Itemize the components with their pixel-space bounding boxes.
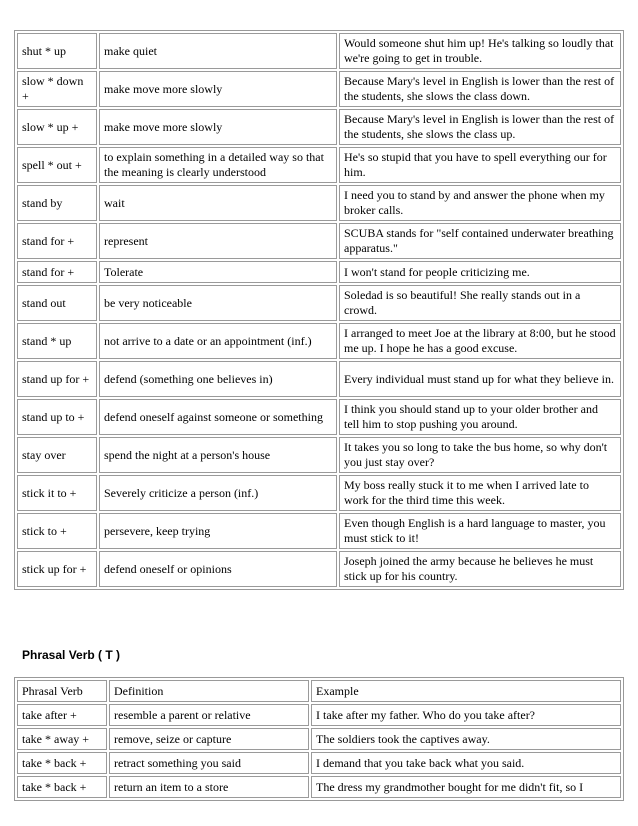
definition-cell: remove, seize or capture: [109, 728, 309, 750]
table-row: [17, 185, 621, 221]
phrasal-verbs-t-table: [14, 677, 624, 801]
phrasal-verb-cell: take * back +: [17, 752, 107, 774]
definition-cell: resemble a parent or relative: [109, 704, 309, 726]
phrasal-verb-cell: stand for +: [17, 223, 97, 259]
phrasal-verb-cell: spell * out +: [17, 147, 97, 183]
phrasal-verb-cell: take * away +: [17, 728, 107, 750]
definition-cell: defend (something one believes in): [99, 361, 337, 397]
example-cell: Joseph joined the army because he believes he must stick up for his country.: [339, 551, 621, 587]
definition-cell: Definition: [109, 680, 309, 702]
table-row: [17, 361, 621, 397]
example-cell: My boss really stuck it to me when I arrived late to work for the third time this week.: [339, 475, 621, 511]
example-cell: I arranged to meet Joe at the library at 8:00, but he stood me up. I hope he has a good excuse.: [339, 323, 621, 359]
table-row: [17, 551, 621, 587]
table-row: [17, 285, 621, 321]
phrasal-verb-cell: stick it to +: [17, 475, 97, 511]
definition-cell: Severely criticize a person (inf.): [99, 475, 337, 511]
table-row: [17, 323, 621, 359]
table-row: [17, 728, 621, 750]
definition-cell: persevere, keep trying: [99, 513, 337, 549]
table-row: [17, 776, 621, 798]
phrasal-verb-cell: take after +: [17, 704, 107, 726]
phrasal-verb-cell: stand up for +: [17, 361, 97, 397]
definition-cell: defend oneself against someone or something: [99, 399, 337, 435]
table-row: [17, 33, 621, 69]
definition-cell: be very noticeable: [99, 285, 337, 321]
table-row: [17, 437, 621, 473]
example-cell: SCUBA stands for "self contained underwater breathing apparatus.": [339, 223, 621, 259]
example-cell: Would someone shut him up! He's talking so loudly that we're going to get in trouble.: [339, 33, 621, 69]
definition-cell: Tolerate: [99, 261, 337, 283]
definition-cell: return an item to a store: [109, 776, 309, 798]
phrasal-verb-cell: Phrasal Verb: [17, 680, 107, 702]
table-row: [17, 147, 621, 183]
table-row: [17, 223, 621, 259]
definition-cell: retract something you said: [109, 752, 309, 774]
definition-cell: spend the night at a person's house: [99, 437, 337, 473]
example-cell: The dress my grandmother bought for me didn't fit, so I: [311, 776, 621, 798]
example-cell: He's so stupid that you have to spell everything our for him.: [339, 147, 621, 183]
table-row: [17, 475, 621, 511]
table-row: [17, 513, 621, 549]
example-cell: I demand that you take back what you said.: [311, 752, 621, 774]
phrasal-verb-cell: slow * up +: [17, 109, 97, 145]
definition-cell: represent: [99, 223, 337, 259]
phrasal-verb-cell: slow * down +: [17, 71, 97, 107]
phrasal-verb-cell: stick up for +: [17, 551, 97, 587]
table-row: [17, 71, 621, 107]
phrasal-verb-cell: shut * up: [17, 33, 97, 69]
definition-cell: make move more slowly: [99, 109, 337, 145]
example-cell: Example: [311, 680, 621, 702]
table-row: [17, 752, 621, 774]
table-row: [17, 704, 621, 726]
example-cell: Even though English is a hard language to master, you must stick to it!: [339, 513, 621, 549]
example-cell: Every individual must stand up for what they believe in.: [339, 361, 621, 397]
table-row: [17, 261, 621, 283]
phrasal-verb-cell: stand out: [17, 285, 97, 321]
example-cell: I think you should stand up to your older brother and tell him to stop pushing you around.: [339, 399, 621, 435]
definition-cell: not arrive to a date or an appointment (inf.): [99, 323, 337, 359]
example-cell: The soldiers took the captives away.: [311, 728, 621, 750]
definition-cell: make quiet: [99, 33, 337, 69]
table-row: [17, 109, 621, 145]
example-cell: I won't stand for people criticizing me.: [339, 261, 621, 283]
definition-cell: make move more slowly: [99, 71, 337, 107]
phrasal-verb-cell: stay over: [17, 437, 97, 473]
phrasal-verbs-s-table: [14, 30, 624, 590]
table-header-row: [17, 680, 621, 702]
section-heading: Phrasal Verb ( T ): [22, 648, 121, 662]
phrasal-verb-cell: stand by: [17, 185, 97, 221]
definition-cell: wait: [99, 185, 337, 221]
example-cell: Soledad is so beautiful! She really stands out in a crowd.: [339, 285, 621, 321]
phrasal-verb-cell: stand up to +: [17, 399, 97, 435]
table-row: [17, 399, 621, 435]
definition-cell: defend oneself or opinions: [99, 551, 337, 587]
example-cell: Because Mary's level in English is lower than the rest of the students, she slows the class down.: [339, 71, 621, 107]
phrasal-verb-cell: stick to +: [17, 513, 97, 549]
phrasal-verb-cell: take * back +: [17, 776, 107, 798]
example-cell: I take after my father. Who do you take after?: [311, 704, 621, 726]
example-cell: I need you to stand by and answer the phone when my broker calls.: [339, 185, 621, 221]
example-cell: It takes you so long to take the bus home, so why don't you just stay over?: [339, 437, 621, 473]
phrasal-verb-cell: stand for +: [17, 261, 97, 283]
example-cell: Because Mary's level in English is lower than the rest of the students, she slows the class up.: [339, 109, 621, 145]
phrasal-verb-cell: stand * up: [17, 323, 97, 359]
definition-cell: to explain something in a detailed way so that the meaning is clearly understood: [99, 147, 337, 183]
